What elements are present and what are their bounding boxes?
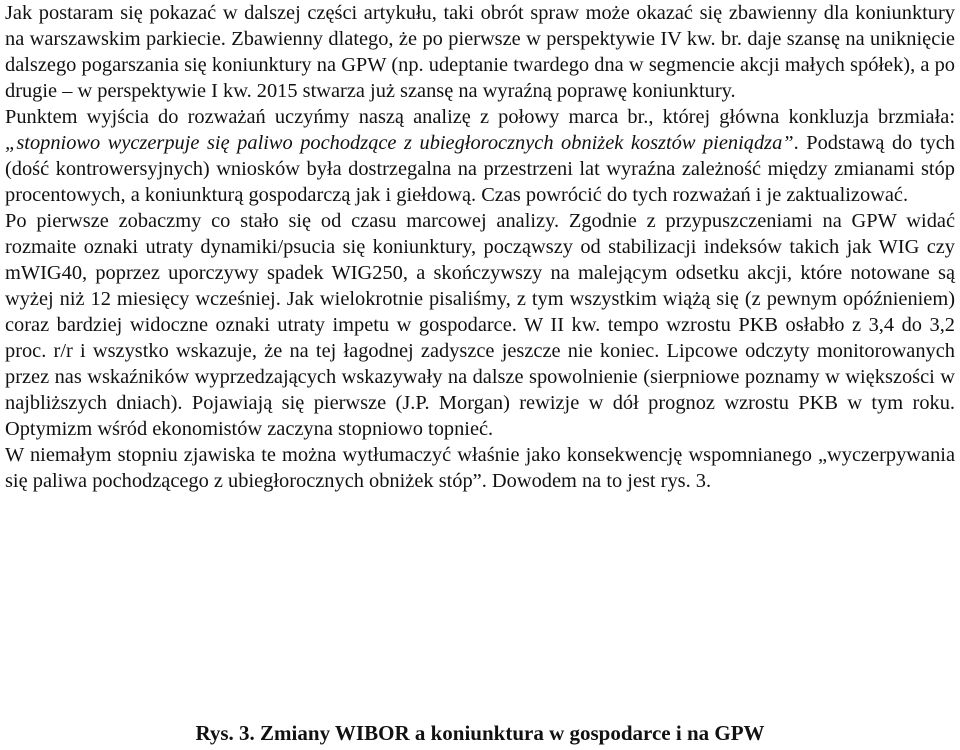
paragraph-intro: Jak postaram się pokazać w dalszej części artykułu, taki obrót spraw może okazać się zbawienny dla koniunktury na warszawskim parkiecie. Zbawienny dlatego, że po pierwsze w perspektywie IV kw. br. daje szansę na uniknięcie dalszego pogarszania się koniunktury na GPW (np. udeptanie twardego dna w segmencie akcji małych spółek), a po drugie – w perspektywie I kw. 2015 stwarza już szansę na wyraźną poprawę koniunktury. <box>5 2 955 102</box>
paragraph-starting-point-rest: . Podstawą do tych (dość kontrowersyjnych) wniosków była dostrzegalna na przestrzeni lat wyraźna zależność między zmianami stóp procentowych, a koniunkturą gospodarczą jak i giełdową. Czas powrócić do tych rozważań i je zaktualizować. <box>5 132 955 206</box>
figure-caption: Rys. 3. Zmiany WIBOR a koniunktura w gospodarce i na GPW <box>195 721 765 745</box>
paragraph-conclusion: W niemałym stopniu zjawiska te można wytłumaczyć właśnie jako konsekwencję wspomnianego „wyczerpywania się paliwa pochodzącego z ubiegłorocznych obniżek stóp”. Dowodem na to jest rys. 3. <box>5 444 955 492</box>
paragraph-starting-point-lead: Punktem wyjścia do rozważań uczyńmy naszą analizę z połowy marca br., której główna konkluzja brzmiała: <box>5 106 955 128</box>
paragraph-market-analysis: Po pierwsze zobaczmy co stało się od czasu marcowej analizy. Zgodnie z przypuszczeniami na GPW widać rozmaite oznaki utraty dynamiki/psucia się koniunktury, począwszy od stabilizacji indeksów takich jak WIG czy mWIG40, poprzez uporczywy spadek WIG250, a skończywszy na malejącym odsetku akcji, które notowane są wyżej niż 12 miesięcy wcześniej. Jak wielokrotnie pisaliśmy, z tym wszystkim wiążą się (z pewnym opóźnieniem) coraz bardziej widoczne oznaki utraty impetu w gospodarce. W II kw. tempo wzrostu PKB osłabło z 3,4 do 3,2 proc. r/r i wszystko wskazuje, że na tej łagodnej zadyszce jeszcze nie koniec. Lipcowe odczyty monitorowanych przez nas wskaźników wyprzedzających wskazywały na dalsze spowolnienie (sierpniowe poznamy w większości w najbliższych dniach). Pojawiają się pierwsze (J.P. Morgan) rewizje w dół prognoz wzrostu PKB w tym roku. Optymizm wśród ekonomistów zaczyna stopniowo topnieć. <box>5 210 955 440</box>
paragraph-starting-point <box>5 104 955 208</box>
article-body <box>5 0 955 494</box>
quoted-conclusion: „stopniowo wyczerpuje się paliwo pochodzące z ubiegłorocznych obniżek kosztów pieniądza” <box>5 132 794 154</box>
